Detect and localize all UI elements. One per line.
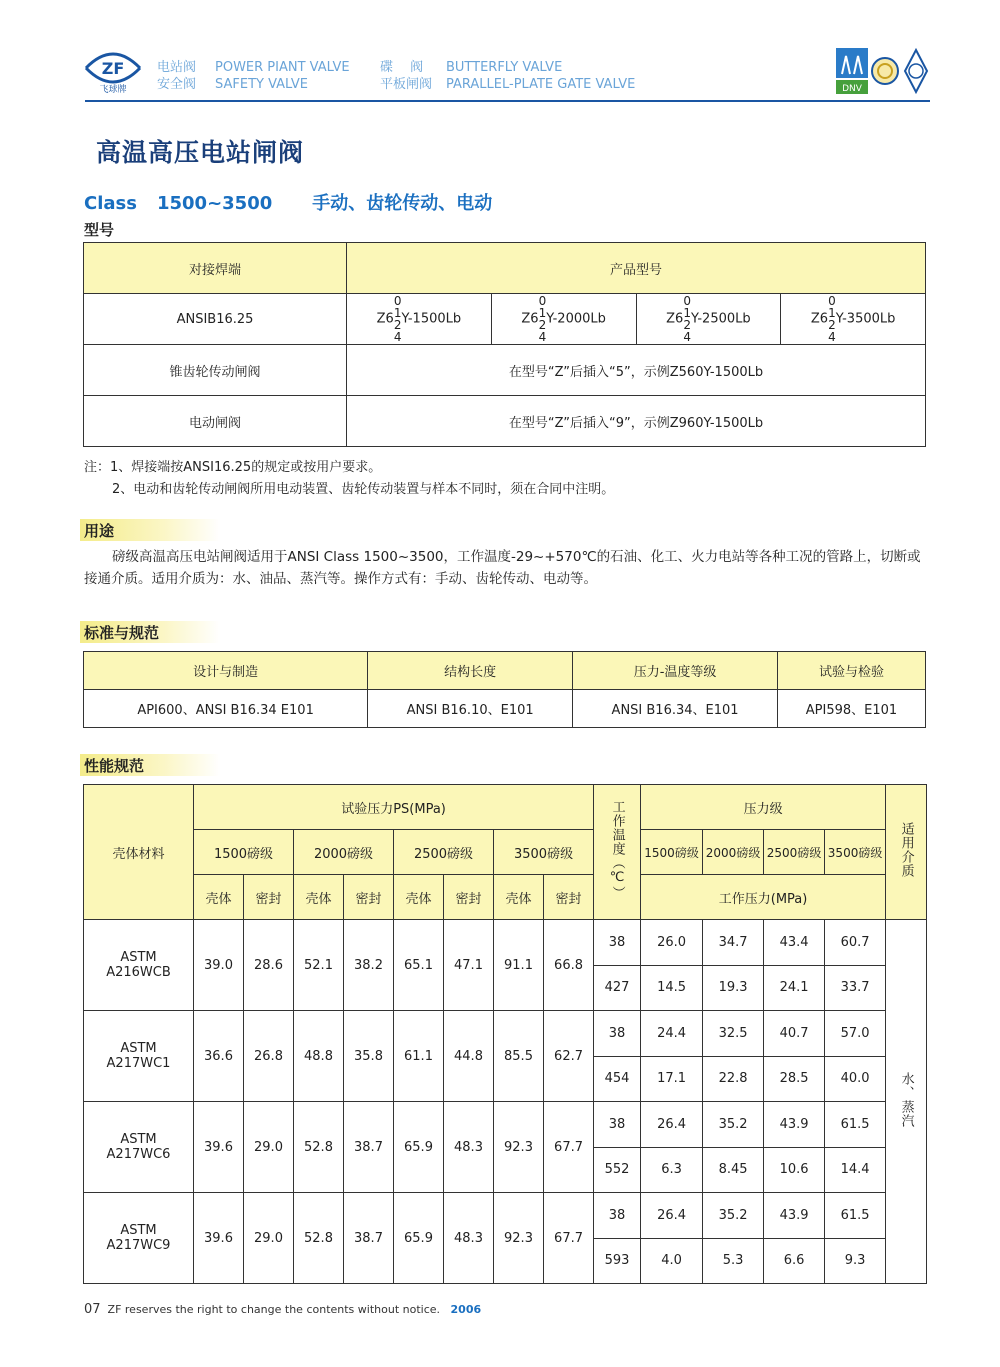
header-divider — [85, 100, 930, 102]
perf-shell-header: 壳体 — [294, 875, 344, 920]
std-value: ANSI B16.10、E101 — [368, 690, 573, 728]
test-pressure-value: 38.2 — [344, 920, 394, 1011]
cat-butterfly-en: BUTTERFLY VALVE — [446, 60, 563, 75]
model-gear-value: 在型号“Z”后插入“5”，示例Z560Y-1500Lb — [347, 345, 926, 396]
work-pressure-value: 14.4 — [825, 1147, 886, 1193]
perf-header-pressure-class: 压力级 — [641, 785, 886, 830]
test-pressure-value: 39.6 — [194, 1193, 244, 1284]
test-pressure-value: 48.8 — [294, 1011, 344, 1102]
model-electric-value: 在型号“Z”后插入“9”，示例Z960Y-1500Lb — [347, 396, 926, 447]
work-pressure-value: 22.8 — [703, 1056, 764, 1102]
cat-butterfly-zh: 碟 阀 — [380, 60, 424, 75]
footer-text: ZF reserves the right to change the contents without notice. — [107, 1303, 441, 1316]
perf-pclass-header: 2500磅级 — [764, 830, 825, 875]
perf-row — [84, 1011, 927, 1057]
test-pressure-value: 62.7 — [544, 1011, 594, 1102]
subtitle-modes: 手动、齿轮传动、电动 — [312, 193, 493, 214]
test-pressure-value: 35.8 — [344, 1011, 394, 1102]
work-pressure-value: 34.7 — [703, 920, 764, 966]
work-pressure-value: 33.7 — [825, 965, 886, 1011]
perf-header-work-temp: 工作温度（℃） — [594, 785, 641, 920]
usage-label: 用途 — [84, 522, 115, 540]
test-pressure-value: 48.3 — [444, 1102, 494, 1193]
test-pressure-value: 39.0 — [194, 920, 244, 1011]
perf-material — [84, 920, 194, 1011]
model-row-ansi: ANSIB16.25 — [84, 294, 347, 345]
api-monogram-icon — [903, 48, 929, 94]
perf-class-header: 1500磅级 — [194, 830, 294, 875]
subtitle-range: 1500~3500 — [156, 193, 273, 214]
standards-table — [83, 651, 926, 728]
test-pressure-value: 52.8 — [294, 1102, 344, 1193]
material-std: ASTM — [120, 1041, 157, 1056]
test-pressure-value: 91.1 — [494, 920, 544, 1011]
perf-header-test-pressure: 试验压力PS(MPa) — [194, 785, 594, 830]
subtitle-class: Class — [84, 193, 137, 214]
std-value: API598、E101 — [778, 690, 926, 728]
page-number: 07 — [84, 1302, 101, 1317]
test-pressure-value: 48.3 — [444, 1193, 494, 1284]
page-title: 高温高压电站闸阀 — [96, 138, 305, 167]
work-pressure-value: 5.3 — [703, 1238, 764, 1284]
model-row-gear: 锥齿轮传动闸阀 — [84, 345, 347, 396]
work-pressure-value: 61.5 — [825, 1102, 886, 1148]
cat-gate-zh: 平板闸阀 — [380, 77, 433, 92]
note-1: 注：1、焊接端按ANSI16.25的规定或按用户要求。 — [84, 460, 382, 475]
work-pressure-value: 26.4 — [641, 1102, 703, 1148]
perf-seal-header: 密封 — [444, 875, 494, 920]
perf-seal-header: 密封 — [344, 875, 394, 920]
work-temp-value: 454 — [594, 1056, 641, 1102]
cat-safety-en: SAFETY VALVE — [215, 77, 308, 92]
test-pressure-value: 29.0 — [244, 1193, 294, 1284]
std-header: 压力-温度等级 — [573, 652, 778, 690]
std-header: 试验与检验 — [778, 652, 926, 690]
note-2: 2、电动和齿轮传动闸阀所用电动装置、齿轮传动装置与样本不同时，须在合同中注明。 — [112, 482, 615, 497]
test-pressure-value: 66.8 — [544, 920, 594, 1011]
model-label: 型号 — [84, 221, 115, 239]
subtitle — [84, 189, 492, 215]
work-pressure-value: 8.45 — [703, 1147, 764, 1193]
std-value: API600、ANSI B16.34 E101 — [84, 690, 368, 728]
perf-shell-header: 壳体 — [394, 875, 444, 920]
test-pressure-value: 92.3 — [494, 1102, 544, 1193]
model-cell: Z60 1 2 4Y-1500Lb — [347, 294, 492, 345]
usage-paragraph: 磅级高温高压电站闸阀适用于ANSI Class 1500~3500，工作温度-29~+570℃的石油、化工、火力电站等各种工况的管路上，切断或接通介质。适用介质为：水、油品、蒸汽等。操作方式有：手动、齿轮传动、电动等。 — [84, 549, 921, 587]
work-pressure-value: 10.6 — [764, 1147, 825, 1193]
std-header: 结构长度 — [368, 652, 573, 690]
model-cell: Z60 1 2 4Y-2000Lb — [491, 294, 636, 345]
material-std: ASTM — [120, 1223, 157, 1238]
perf-header-material: 壳体材料 — [84, 785, 194, 920]
work-pressure-value: 9.3 — [825, 1238, 886, 1284]
perf-material — [84, 1102, 194, 1193]
perf-material — [84, 1193, 194, 1284]
test-pressure-value: 44.8 — [444, 1011, 494, 1102]
perf-seal-header: 密封 — [544, 875, 594, 920]
work-temp-value: 427 — [594, 965, 641, 1011]
work-pressure-value: 35.2 — [703, 1193, 764, 1239]
performance-table — [83, 784, 927, 1284]
work-pressure-value: 40.7 — [764, 1011, 825, 1057]
perf-class-header: 3500磅级 — [494, 830, 594, 875]
test-pressure-value: 65.1 — [394, 920, 444, 1011]
test-pressure-value: 67.7 — [544, 1102, 594, 1193]
work-pressure-value: 60.7 — [825, 920, 886, 966]
test-pressure-value: 67.7 — [544, 1193, 594, 1284]
work-pressure-value: 61.5 — [825, 1193, 886, 1239]
page-header — [0, 0, 1000, 105]
cat-power-zh: 电站阀 — [157, 60, 197, 75]
work-pressure-value: 26.0 — [641, 920, 703, 966]
work-temp-value: 38 — [594, 1011, 641, 1057]
perf-shell-header: 壳体 — [194, 875, 244, 920]
test-pressure-value: 52.1 — [294, 920, 344, 1011]
test-pressure-value: 26.8 — [244, 1011, 294, 1102]
work-pressure-value: 14.5 — [641, 965, 703, 1011]
work-pressure-value: 4.0 — [641, 1238, 703, 1284]
perf-seal-header: 密封 — [244, 875, 294, 920]
work-pressure-value: 6.3 — [641, 1147, 703, 1193]
work-pressure-value: 57.0 — [825, 1011, 886, 1057]
cat-safety-zh: 安全阀 — [157, 77, 197, 92]
std-header: 设计与制造 — [84, 652, 368, 690]
std-value: ANSI B16.34、E101 — [573, 690, 778, 728]
work-pressure-value: 43.4 — [764, 920, 825, 966]
test-pressure-value: 92.3 — [494, 1193, 544, 1284]
page-footer — [84, 1302, 481, 1317]
test-pressure-value: 61.1 — [394, 1011, 444, 1102]
perf-row — [84, 1102, 927, 1148]
work-pressure-value: 17.1 — [641, 1056, 703, 1102]
work-pressure-value: 28.5 — [764, 1056, 825, 1102]
work-temp-value: 38 — [594, 1193, 641, 1239]
test-pressure-value: 65.9 — [394, 1193, 444, 1284]
perf-header-medium: 适用介质 — [886, 785, 927, 920]
work-pressure-value: 43.9 — [764, 1193, 825, 1239]
standards-label: 标准与规范 — [84, 624, 160, 642]
test-pressure-value: 38.7 — [344, 1193, 394, 1284]
footer-year: 2006 — [450, 1303, 482, 1316]
work-pressure-value: 19.3 — [703, 965, 764, 1011]
test-pressure-value: 85.5 — [494, 1011, 544, 1102]
work-pressure-value: 40.0 — [825, 1056, 886, 1102]
perf-label: 性能规范 — [84, 757, 145, 775]
perf-pclass-header: 2000磅级 — [703, 830, 764, 875]
perf-medium: 水、蒸汽 — [886, 920, 927, 1284]
material-grade: A217WC1 — [106, 1056, 171, 1071]
test-pressure-value: 52.8 — [294, 1193, 344, 1284]
work-temp-value: 593 — [594, 1238, 641, 1284]
work-pressure-value: 26.4 — [641, 1193, 703, 1239]
perf-row — [84, 1193, 927, 1239]
work-pressure-value: 35.2 — [703, 1102, 764, 1148]
perf-shell-header: 壳体 — [494, 875, 544, 920]
test-pressure-value: 38.7 — [344, 1102, 394, 1193]
model-header-ends: 对接焊端 — [84, 243, 347, 294]
perf-material — [84, 1011, 194, 1102]
test-pressure-value: 29.0 — [244, 1102, 294, 1193]
model-header-models: 产品型号 — [347, 243, 926, 294]
perf-class-header: 2500磅级 — [394, 830, 494, 875]
work-pressure-value: 32.5 — [703, 1011, 764, 1057]
work-temp-value: 38 — [594, 920, 641, 966]
material-std: ASTM — [120, 1132, 157, 1147]
work-pressure-value: 24.1 — [764, 965, 825, 1011]
perf-class-header: 2000磅级 — [294, 830, 394, 875]
material-grade: A216WCB — [106, 965, 171, 980]
dnv-cert-icon — [836, 48, 868, 94]
work-pressure-value: 6.6 — [764, 1238, 825, 1284]
cat-power-en: POWER PIANT VALVE — [215, 60, 350, 75]
material-grade: A217WC9 — [106, 1238, 171, 1253]
test-pressure-value: 47.1 — [444, 920, 494, 1011]
quality-seal-icon — [870, 48, 900, 94]
logo-brand-name: 飞球牌 — [99, 85, 127, 95]
work-pressure-value: 43.9 — [764, 1102, 825, 1148]
test-pressure-value: 28.6 — [244, 920, 294, 1011]
work-temp-value: 38 — [594, 1102, 641, 1148]
work-temp-value: 552 — [594, 1147, 641, 1193]
perf-work-pressure-header: 工作压力(MPa) — [641, 875, 886, 920]
header-categories — [157, 59, 635, 93]
model-cell: Z60 1 2 4Y-2500Lb — [636, 294, 781, 345]
dnv-label: DNV — [842, 84, 862, 94]
model-table — [83, 242, 926, 447]
logo-text: ZF — [101, 59, 125, 78]
test-pressure-value: 36.6 — [194, 1011, 244, 1102]
perf-pclass-header: 3500磅级 — [825, 830, 886, 875]
perf-pclass-header: 1500磅级 — [641, 830, 703, 875]
perf-row — [84, 920, 927, 966]
model-cell: Z60 1 2 4Y-3500Lb — [781, 294, 926, 345]
test-pressure-value: 39.6 — [194, 1102, 244, 1193]
model-row-electric: 电动闸阀 — [84, 396, 347, 447]
material-grade: A217WC6 — [106, 1147, 171, 1162]
work-pressure-value: 24.4 — [641, 1011, 703, 1057]
test-pressure-value: 65.9 — [394, 1102, 444, 1193]
cat-gate-en: PARALLEL-PLATE GATE VALVE — [446, 77, 636, 92]
material-std: ASTM — [120, 950, 157, 965]
